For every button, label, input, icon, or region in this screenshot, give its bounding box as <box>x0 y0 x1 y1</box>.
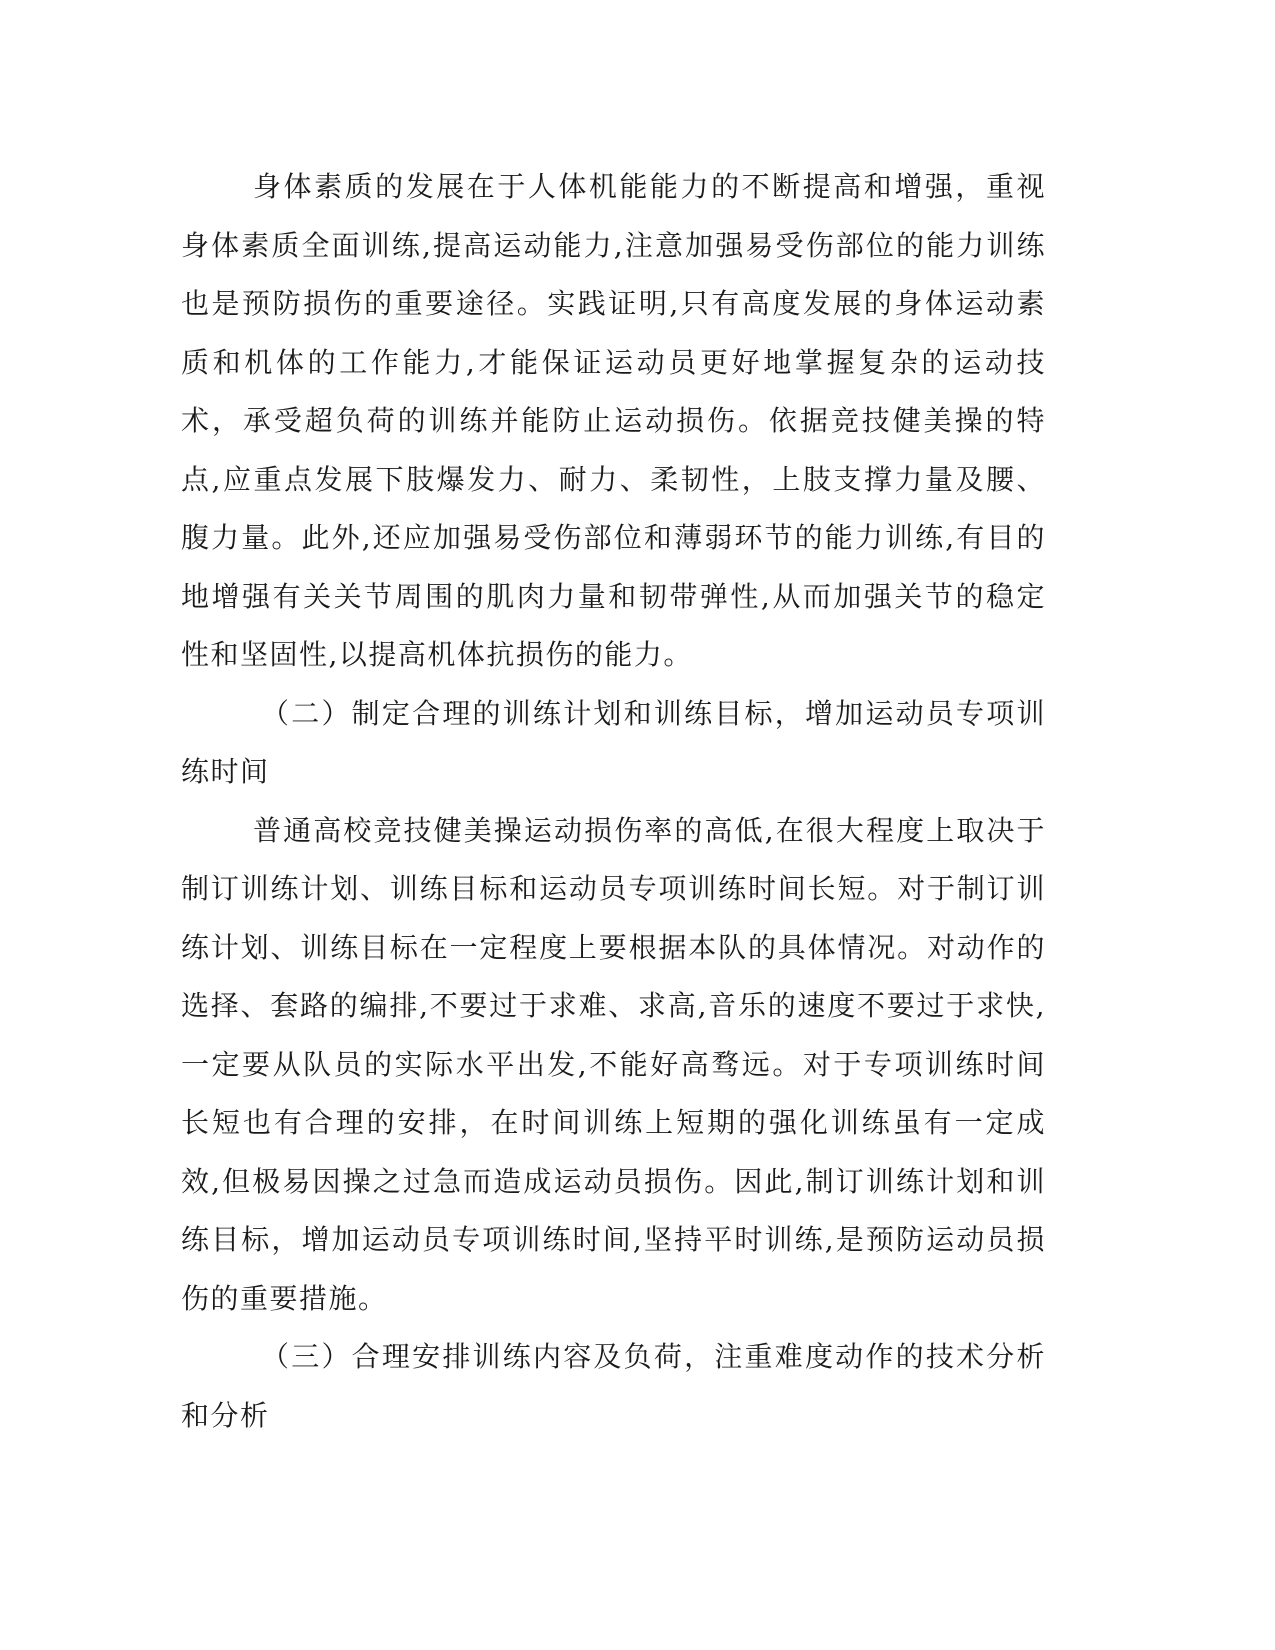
body-paragraph: 身体素质的发展在于人体机能能力的不断提高和增强，重视身体素质全面训练,提高运动能力,注意加强易受伤部位的能力训练也是预防损伤的重要途径。实践证明,只有高度发展的身体运动素质和机体的工作能力,才能保证运动员更好地掌握复杂的运动技术，承受超负荷的训练并能防止运动损伤。依据竞技健美操的特点,应重点发展下肢爆发力、耐力、柔韧性，上肢支撑力量及腰、腹力量。此外,还应加强易受伤部位和薄弱环节的能力训练,有目的地增强有关关节周围的肌肉力量和韧带弹性,从而加强关节的稳定性和坚固性,以提高机体抗损伤的能力。 <box>181 170 1046 671</box>
section-heading: （三）合理安排训练内容及负荷，注重难度动作的技术分析和分析 <box>181 1340 1046 1432</box>
section-heading: （二）制定合理的训练计划和训练目标，增加运动员专项训练时间 <box>181 696 1046 788</box>
page-content <box>181 158 1046 1445</box>
body-paragraph: 普通高校竞技健美操运动损伤率的高低,在很大程度上取决于制订训练计划、训练目标和运动员专项训练时间长短。对于制订训练计划、训练目标在一定程度上要根据本队的具体情况。对动作的选择、套路的编排,不要过于求难、求高,音乐的速度不要过于求快,一定要从队员的实际水平出发,不能好高骛远。对于专项训练时间长短也有合理的安排，在时间训练上短期的强化训练虽有一定成效,但极易因操之过急而造成运动员损伤。因此,制订训练计划和训练目标，增加运动员专项训练时间,坚持平时训练,是预防运动员损伤的重要措施。 <box>181 813 1046 1315</box>
